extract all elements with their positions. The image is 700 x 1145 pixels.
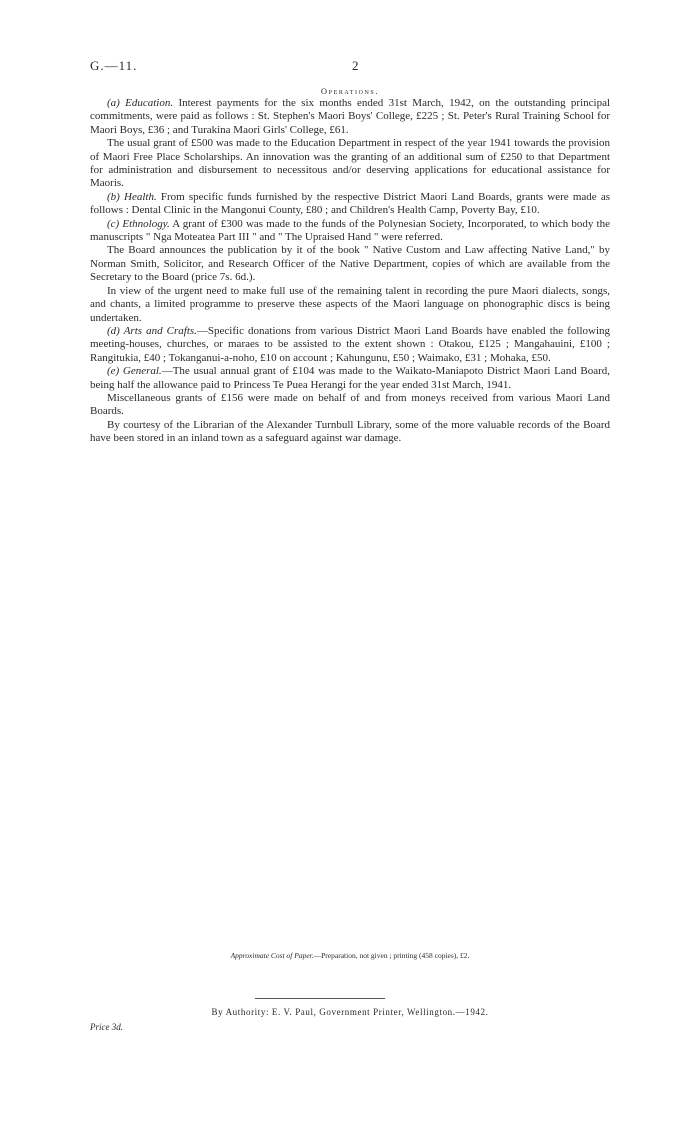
section-heading: Operations. [320, 86, 380, 96]
paragraph-label: (e) General. [107, 365, 162, 378]
cost-label: Approximate Cost of Paper. [230, 951, 314, 960]
paragraph-recording [90, 285, 610, 325]
paragraph-text: The Board announces the publication by it of the book " Native Custom and Law affecting Native Land," by Norman Smith, Solicitor, and Research Officer of the Native Department, copies of which are available from the Secretary to the Board (price 7s. 6d.). [90, 244, 610, 284]
price-note: Price 3d. [90, 1022, 123, 1032]
paragraph-text: By courtesy of the Librarian of the Alexander Turnbull Library, some of the more valuable records of the Board have been stored in an inland town as a safeguard against war damage. [90, 418, 610, 445]
paragraph-scholarships [90, 137, 610, 191]
paragraph-text: —The usual annual grant of £104 was made to the Waikato-Maniapoto District Maori Land Board, being half the allowance paid to Princess Te Puea Herangi for the year ended 31st March, 1941. [90, 365, 610, 391]
paragraph-miscellaneous [90, 392, 610, 419]
paragraph-arts-crafts [90, 325, 610, 365]
paragraph-text: Miscellaneous grants of £156 were made on behalf of and from moneys received from various Maori Land Boards. [90, 391, 610, 418]
paragraph-text: From specific funds furnished by the respective District Maori Land Boards, grants were made as follows : Dental Clinic in the Mangonui County, £80 ; and Children's Health Camp, Poverty Bay, £10. [90, 190, 611, 217]
paragraph-label: (b) Health. [107, 190, 157, 203]
paragraph-text: Interest payments for the six months ended 31st March, 1942, on the outstanding principal commitments, were paid as follows : St. Stephen's Maori Boys' College, £225 ; St. Peter's Rural Training School for Maori Boys, £36 ; and Turakina Maori Girls' College, £61. [90, 97, 611, 136]
document-reference: G.—11. [90, 58, 138, 73]
paragraph-publication [90, 244, 610, 284]
paragraph-library [90, 419, 610, 446]
paragraph-label: (d) Arts and Crafts. [107, 324, 197, 337]
paragraph-text: A grant of £300 was made to the funds of the Polynesian Society, Incorporated, to which body the manuscripts " Nga Moteatea Part III " and " The Upraised Hand " were referred. [90, 217, 610, 244]
cost-of-paper-note [0, 951, 700, 960]
paragraph-text: The usual grant of £500 was made to the Education Department in respect of the year 1941 towards the provision of Maori Free Place Scholarships. An innovation was the granting of an additional sum of £250 to that Department for administration and disbursement to necessitous and/or deserving applications for educational assistance for Maoris. [90, 137, 610, 190]
footer-divider [255, 998, 385, 999]
paragraph-text: In view of the urgent need to make full use of the remaining talent in recording the pure Maori dialects, songs, and chants, a limited programme to preserve these aspects of the Maori language on phonographic discs is being undertaken. [90, 284, 610, 324]
paragraph-label: (c) Ethnology. [107, 217, 170, 230]
paragraph-ethnology [90, 218, 610, 245]
body-text [90, 97, 610, 446]
page-number: 2 [352, 58, 359, 73]
paragraph-health [90, 191, 610, 218]
cost-text: —Preparation, not given ; printing (458 copies), £2. [313, 951, 470, 960]
paragraph-text: —Specific donations from various District Maori Land Boards have enabled the following meeting-houses, churches, or maraes to be assisted to the extent shown : Otakou, £125 ; Mangahauini, £100 ; Rangitukia, £40 ; Tokanganui-a-noho, £10 on account ; Kahungunu, £50 ; Waimako, £31 ; Mohaka, £50. [90, 324, 611, 364]
printer-imprint: By Authority: E. V. Paul, Government Printer, Wellington.—1942. [211, 1007, 489, 1017]
paragraph-education [90, 97, 610, 137]
paragraph-label: (a) Education. [107, 97, 174, 109]
paragraph-general [90, 365, 610, 392]
